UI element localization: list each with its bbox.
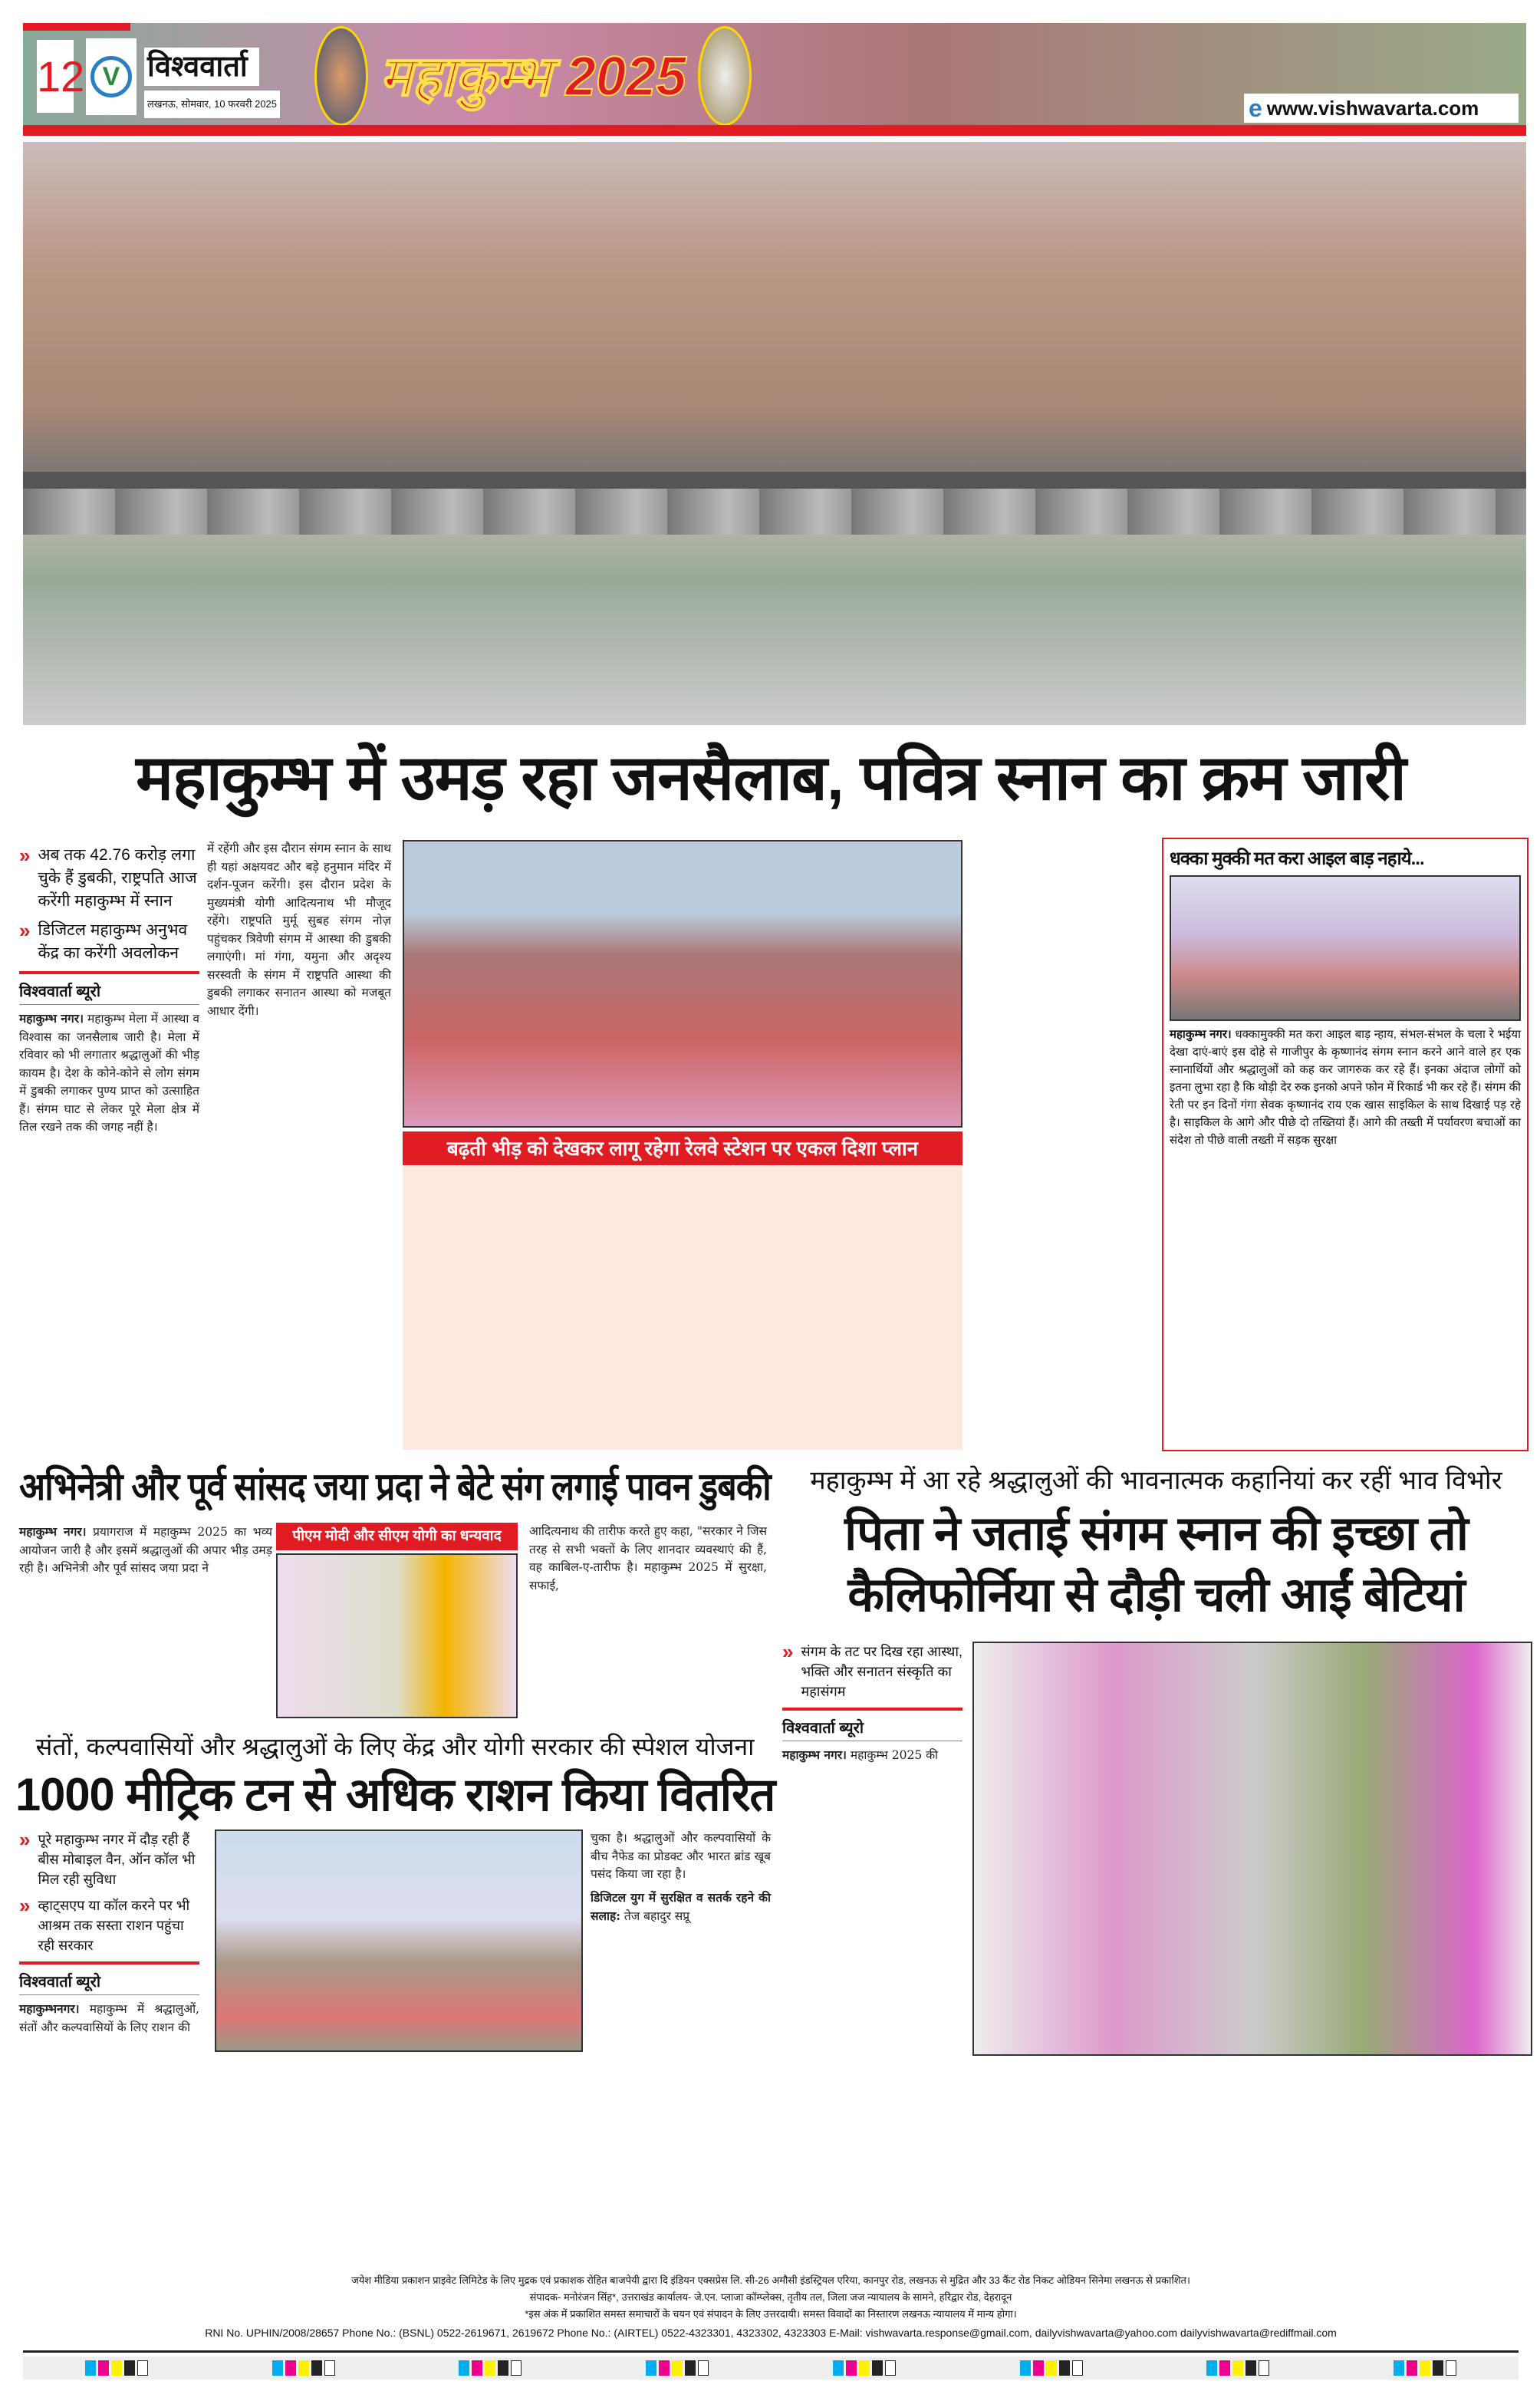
registration-mark-group	[833, 2360, 896, 2376]
jaya-photo-label: पीएम मोदी और सीएम योगी का धन्यवाद	[276, 1523, 518, 1550]
sadhu-portrait-left	[314, 26, 368, 126]
ration-highlights	[19, 1830, 199, 2037]
article-body: महाकुम्भ नगर। महाकुम्भ 2025 की	[782, 1747, 939, 1762]
paper-name: विश्ववार्ता	[144, 48, 259, 86]
highlight-item: » डिजिटल महाकुम्भ अनुभव केंद्र का करेंगी अवलोकन	[19, 919, 188, 962]
father-daughters-photo	[972, 1642, 1532, 2056]
registration-swatch	[1446, 2360, 1456, 2376]
registration-swatch	[311, 2360, 322, 2376]
registration-swatch	[1232, 2360, 1243, 2376]
registration-swatch	[511, 2360, 522, 2376]
railway-subheadline: बढ़ती भीड़ को देखकर लागू रहेगा रेलवे स्टेशन पर एकल दिशा प्लान	[403, 1131, 962, 1165]
daughters-highlights	[782, 1642, 962, 1765]
registration-swatch	[1433, 2360, 1443, 2376]
registration-swatch	[646, 2360, 656, 2376]
byline: विश्ववार्ता ब्यूरो	[19, 971, 199, 1005]
browser-e-icon: e	[1249, 94, 1262, 122]
daughters-kicker: महाकुम्भ में आ रहे श्रद्धालुओं की भावनात्मक कहानियां कर रहीं भाव विभोर	[810, 1466, 1502, 1495]
sadhu-portrait-right	[698, 26, 752, 126]
registration-swatch	[698, 2360, 709, 2376]
article-body: में रहेंगी और इस दौरान संगम स्नान के साथ ही यहां अक्षयवट और बड़े हनुमान मंदिर में दर्शन-पूजन करेंगी। इस दौरान प्रदेश के मुख्यमंत्री योगी आदित्यनाथ भी मौजूद रहेंगे। राष्ट्रपति मुर्मू सुबह संगम नोज़ पहुंचकर त्रिवेणी संगम में आस्था की डुबकी लगाएंगी। मां गंगा, यमुना और अदृश्य सरस्वती के संगम में राष्ट्रपति आस्था की डुबकी लगाकर सनातन आस्था को मजबूत आधार देंगी।	[207, 842, 391, 1018]
ration-van-photo	[215, 1830, 583, 2052]
article-body: महाकुम्भनगर। महाकुम्भ में श्रद्धालुओं, संतों और कल्पवासियों के लिए राशन की	[19, 2001, 199, 2034]
highlight-item: » व्हाट्सएप या कॉल करने पर भी आश्रम तक सस्ता राशन पहुंचा रही सरकार	[19, 1894, 190, 1953]
registration-mark-group	[646, 2360, 709, 2376]
registration-swatch	[124, 2360, 135, 2376]
article-column	[970, 840, 1154, 1446]
byline: विश्ववार्ता ब्यूरो	[19, 1961, 199, 1995]
ration-headline: 1000 मीट्रिक टन से अधिक राशन किया वितरित	[15, 1769, 775, 1820]
highlight-item: » पूरे महाकुम्भ नगर में दौड़ रही हैं बीस मोबाइल वैन, ऑन कॉल भी मिल रही सुविधा	[19, 1828, 196, 1887]
registration-swatch	[1219, 2360, 1230, 2376]
registration-swatch	[659, 2360, 670, 2376]
registration-mark-group	[85, 2360, 148, 2376]
imprint-footer: जयेश मीडिया प्रकाशन प्राइवेट लिमिटेड के लिए मुद्रक एवं प्रकाशक रोहित बाजपेयी द्वारा दि इंडियन एक्सप्रेस लि. सी-26 अमौसी इंडस्ट्रियल एरिया, कानपुर रोड, लखनऊ से मुद्रित और 33 कैंट रोड निकट ओडियन सिनेमा लखनऊ से प्रकाशित। संपादक- मनोरंजन सिंह*, उत्तराखंड कार्यालय- जे.एन. प्लाजा कॉम्प्लेक्स, तृतीय तल, जिला जज न्यायालय के सामने, हरिद्वार रोड, देहरादून *इस अंक में प्रकाशित समस्त समाचारों के चयन एवं संपादन के लिए उत्तरदायी। समस्त विवादों का निस्तारण लखनऊ न्यायालय में मान्य होगा। RNI No. UPHIN/2008/28657 Phone No.: (BSNL) 0522-2619671, 2619672 Phone No.: (AIRTEL) 0522-4323301, 4323302, 4323303 E-Mail: vishwavarta.response@gmail.com, dailyvishwavarta@yahoo.com dailyvishwavarta@rediffmail.com	[205, 2274, 1337, 2339]
sangam-crowd-photo	[403, 840, 962, 1128]
paper-logo-icon: V	[86, 38, 137, 115]
banner-title: महाकुम्भ 2025	[380, 46, 686, 107]
registration-swatch	[137, 2360, 148, 2376]
registration-mark-group	[459, 2360, 522, 2376]
jaya-headline: अभिनेत्री और पूर्व सांसद जया प्रदा ने बेटे संग लगाई पावन डुबकी	[19, 1465, 771, 1508]
registration-swatch	[672, 2360, 683, 2376]
registration-swatch	[111, 2360, 122, 2376]
sidebar-story-box	[1162, 838, 1528, 1451]
registration-swatch	[1245, 2360, 1256, 2376]
registration-swatch	[1046, 2360, 1057, 2376]
registration-swatch	[1033, 2360, 1044, 2376]
registration-swatch	[1059, 2360, 1070, 2376]
ration-kicker: संतों, कल्पवासियों और श्रद्धालुओं के लिए केंद्र और योगी सरकार की स्पेशल योजना	[35, 1733, 755, 1760]
registration-swatch	[1407, 2360, 1417, 2376]
registration-swatch	[472, 2360, 482, 2376]
sidebar-body: महाकुम्भ नगर। धक्कामुक्की मत करा आइल बाड़ न्हाय, संभल-संभल के चला रे भईया देखा दाएं-बाएं इस दोहे से गाजीपुर के कृष्णानंद संगम स्नान करने आने वाले हर एक स्नानार्थियों और श्रद्धालुओं को कह कर जागरुक कर रहे हैं। इनका अंदाज लोगों को इतना लुभा रहा है कि थोड़ी देर रुक इनको अपने फोन में रिकार्ड भी कर रहे हैं। संगम की रेती पर इन दिनों गंगा सेवक कृष्णानंद राय एक खास साइकिल के साथ दिखाई पड़ रहे है। साइकिल के आगे और पीछे दो तख्तियां हैं। आगे की तख्ती में पर्यावरण बचाओं का संदेश तो पीछे वाली तख्ती में सड़क सुरक्षा	[1170, 1028, 1521, 1147]
article-body: महाकुम्भ नगर। प्रयागराज में महाकुम्भ 2025 का भव्य आयोजन जारी है और इसमें श्रद्धालुओं की अपार भीड़ उमड़ रही है। अभिनेत्री और पूर्व सांसद जया प्रदा ने	[19, 1524, 272, 1575]
registration-swatch	[872, 2360, 883, 2376]
jaya-prada-photo	[276, 1553, 518, 1718]
registration-swatch	[885, 2360, 896, 2376]
registration-swatch	[459, 2360, 469, 2376]
registration-mark-group	[1206, 2360, 1269, 2376]
print-registration-marks	[23, 2357, 1519, 2380]
registration-swatch	[298, 2360, 309, 2376]
registration-swatch	[498, 2360, 508, 2376]
registration-swatch	[1259, 2360, 1269, 2376]
registration-swatch	[1420, 2360, 1430, 2376]
registration-swatch	[272, 2360, 283, 2376]
lead-headline: महाकुम्भ में उमड़ रहा जनसैलाब, पवित्र स्नान का क्रम जारी	[136, 743, 1406, 813]
highlight-item: » अब तक 42.76 करोड़ लगा चुके हैं डुबकी, राष्ट्रपति आज करेंगी महाकुम्भ में स्नान	[19, 844, 197, 910]
registration-swatch	[859, 2360, 870, 2376]
daughters-headline: पिता ने जताई संगम स्नान की इच्छा तो कैलिफोर्निया से दौड़ी चली आईं बेटियां	[844, 1507, 1468, 1622]
kumbh-crowd-bridge-photo	[23, 142, 1526, 725]
registration-swatch	[1072, 2360, 1083, 2376]
registration-swatch	[1206, 2360, 1217, 2376]
registration-swatch	[285, 2360, 296, 2376]
ration-right-col: चुका है। श्रद्धालुओं और कल्पवासियों के बीच नैफेड का प्रोडक्ट और भारत ब्रांड खूब पसंद किया जा रहा है। डिजिटल युग में सुरक्षित व सतर्क रहने की सलाह: तेज बहादुर सप्रू	[591, 1831, 771, 1923]
registration-mark-group	[1020, 2360, 1083, 2376]
highlight-item: » संगम के तट पर दिख रहा आस्था, भक्ति और सनातन संस्कृति का महासंगम	[782, 1640, 963, 1699]
byline: विश्ववार्ता ब्यूरो	[782, 1708, 962, 1741]
registration-mark-group	[1394, 2360, 1456, 2376]
article-body: आदित्यनाथ की तारीफ करते हुए कहा, "सरकार ने जिस तरह से सभी भक्तों के लिए शानदार व्यवस्थाएं की हैं, वह काबिल-ए-तारीफ है। महाकुम्भ 2025 में सुरक्षा, सफाई,	[529, 1524, 767, 1592]
article-body: महाकुम्भ नगर। महाकुम्भ मेला में आस्था व विश्वास का जनसैलाब जारी है। मेला में रविवार को भी लगातार श्रद्धालुओं की भीड़ कायम है। देश के कोने-कोने से लोग संगम में डुबकी लगाकर पुण्य प्राप्त को उत्साहित हैं। संगम घाट से लेकर पूरे मेला क्षेत्र में तिल रखने तक की जगह नहीं है।	[19, 1011, 199, 1134]
lead-highlights	[19, 844, 199, 1137]
registration-swatch	[1020, 2360, 1031, 2376]
website-link[interactable]: e www.vishwavarta.com	[1244, 94, 1519, 123]
cyclist-photo	[1170, 875, 1521, 1021]
page-number: 12	[37, 40, 74, 113]
masthead-banner	[23, 23, 1526, 134]
registration-swatch	[846, 2360, 857, 2376]
sidebar-headline: धक्का मुक्की मत करा आइल बाड़ नहाये...	[1170, 848, 1424, 869]
registration-swatch	[685, 2360, 696, 2376]
registration-swatch	[98, 2360, 109, 2376]
registration-mark-group	[272, 2360, 335, 2376]
registration-swatch	[833, 2360, 844, 2376]
dateline: लखनऊ, सोमवार, 10 फरवरी 2025	[144, 91, 280, 118]
registration-swatch	[85, 2360, 96, 2376]
registration-swatch	[324, 2360, 335, 2376]
registration-swatch	[485, 2360, 495, 2376]
registration-swatch	[1394, 2360, 1404, 2376]
